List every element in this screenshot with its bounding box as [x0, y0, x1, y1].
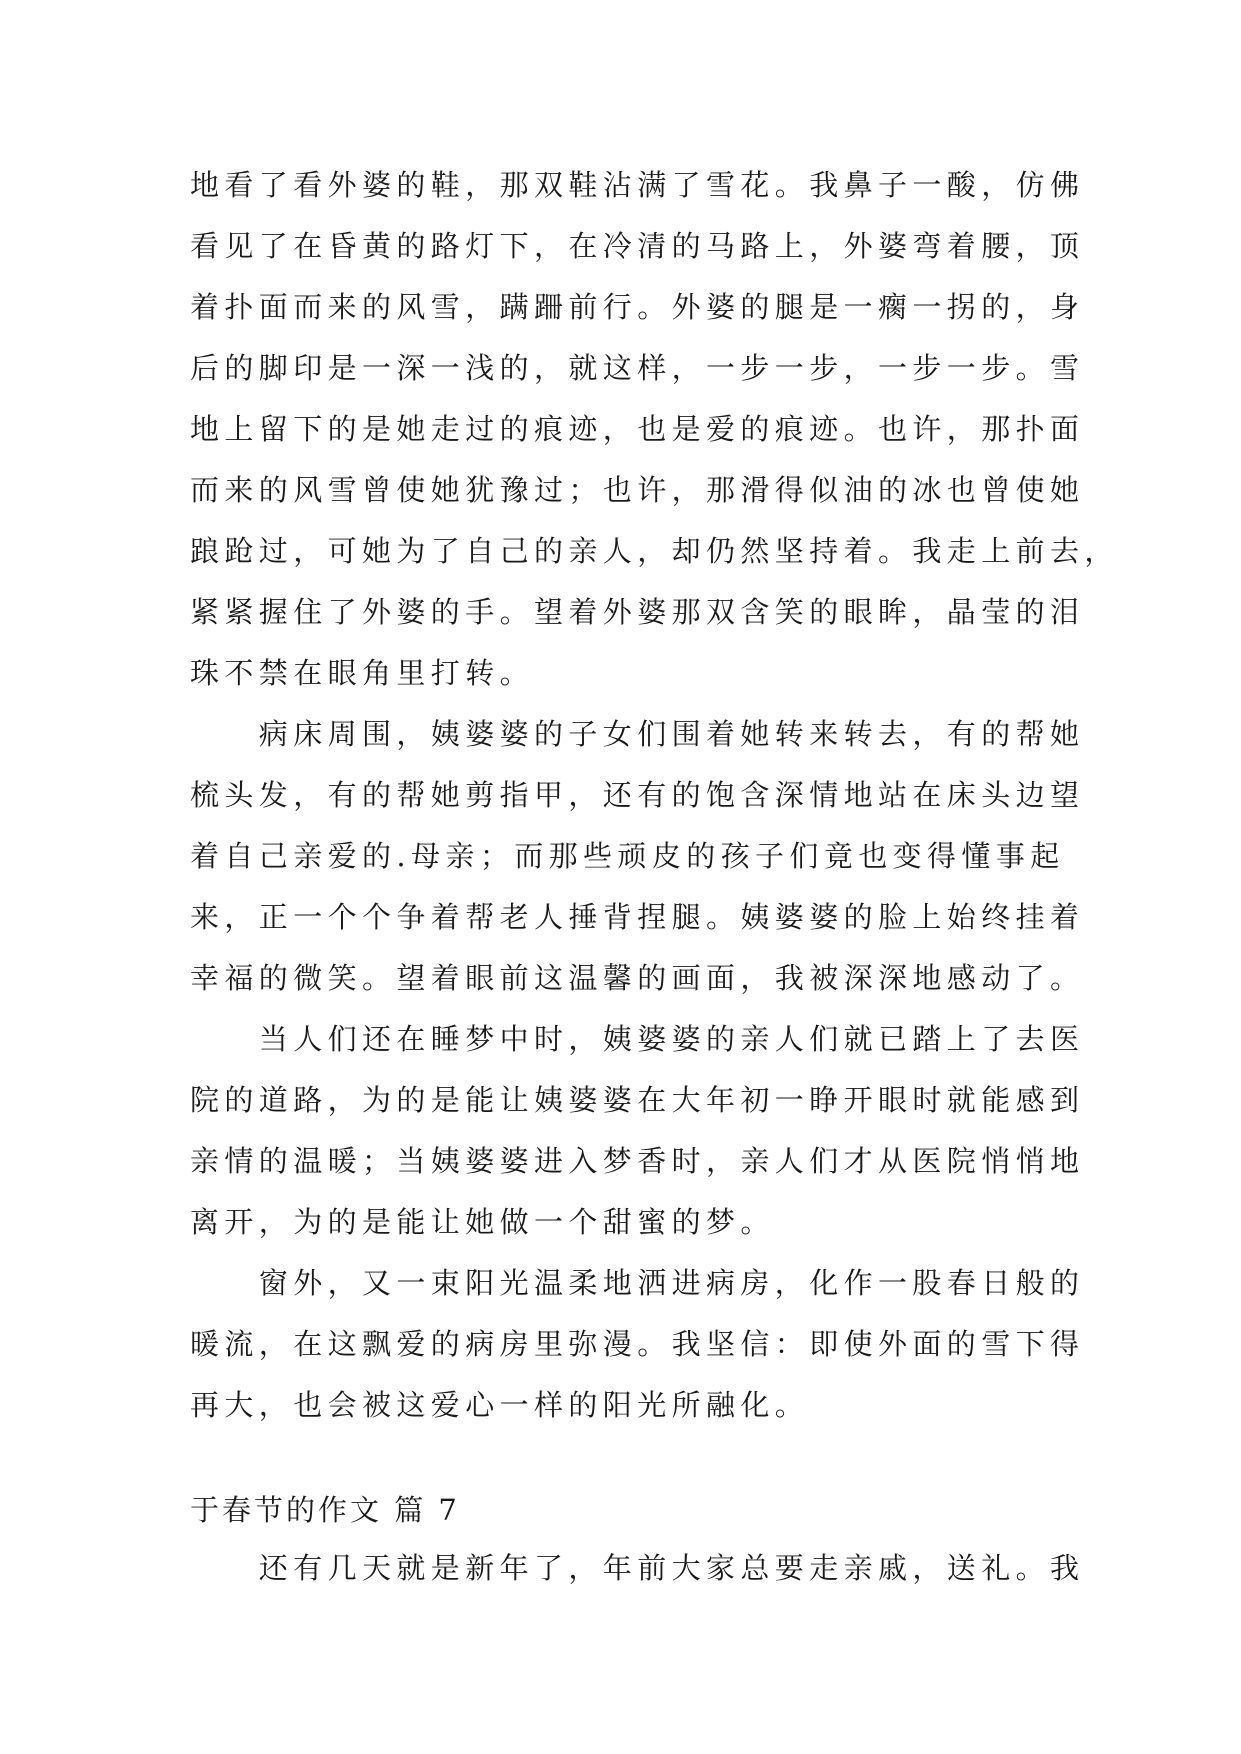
body-line: 着扑面而来的风雪，蹒跚前行。外婆的腿是一瘸一拐的，身 [190, 290, 1085, 324]
body-line: 幸福的微笑。望着眼前这温馨的画面，我被深深地感动了。 [190, 961, 1085, 995]
body-line: 后的脚印是一深一浅的，就这样，一步一步，一步一步。雪 [190, 351, 1085, 385]
body-line: 当人们还在睡梦中时，姨婆婆的亲人们就已踏上了去医 [190, 1022, 1085, 1056]
body-line: 地看了看外婆的鞋，那双鞋沾满了雪花。我鼻子一酸，仿佛 [190, 168, 1085, 202]
section-heading: 于春节的作文 篇 7 [190, 1493, 460, 1527]
body-line: 梳头发，有的帮她剪指甲，还有的饱含深情地站在床头边望 [190, 778, 1085, 812]
body-line: 暖流，在这飘爱的病房里弥漫。我坚信：即使外面的雪下得 [190, 1327, 1085, 1361]
body-line: 地上留下的是她走过的痕迹，也是爱的痕迹。也许，那扑面 [190, 412, 1085, 446]
body-line: 离开，为的是能让她做一个甜蜜的梦。 [190, 1205, 775, 1239]
body-line: 院的道路，为的是能让姨婆婆在大年初一睁开眼时就能感到 [190, 1083, 1085, 1117]
body-line: 紧紧握住了外婆的手。望着外婆那双含笑的眼眸，晶莹的泪 [190, 595, 1085, 629]
body-line: 着自己亲爱的.母亲；而那些顽皮的孩子们竟也变得懂事起 [190, 839, 1065, 873]
body-line: 来，正一个个争着帮老人捶背捏腿。姨婆婆的脸上始终挂着 [190, 900, 1085, 934]
body-line: 亲情的温暖；当姨婆婆进入梦香时，亲人们才从医院悄悄地 [190, 1144, 1085, 1178]
body-line: 珠不禁在眼角里打转。 [190, 656, 535, 690]
body-line: 再大，也会被这爱心一样的阳光所融化。 [190, 1388, 810, 1422]
body-line: 踉跄过，可她为了自己的亲人，却仍然坚持着。我走上前去， [190, 534, 1119, 568]
body-line: 而来的风雪曾使她犹豫过；也许，那滑得似油的冰也曾使她 [190, 473, 1085, 507]
body-line: 病床周围，姨婆婆的子女们围着她转来转去，有的帮她 [190, 717, 1085, 751]
body-line: 看见了在昏黄的路灯下，在冷清的马路上，外婆弯着腰，顶 [190, 229, 1085, 263]
body-line: 窗外，又一束阳光温柔地洒进病房，化作一股春日般的 [190, 1266, 1085, 1300]
body-line: 还有几天就是新年了，年前大家总要走亲戚，送礼。我 [190, 1551, 1085, 1585]
